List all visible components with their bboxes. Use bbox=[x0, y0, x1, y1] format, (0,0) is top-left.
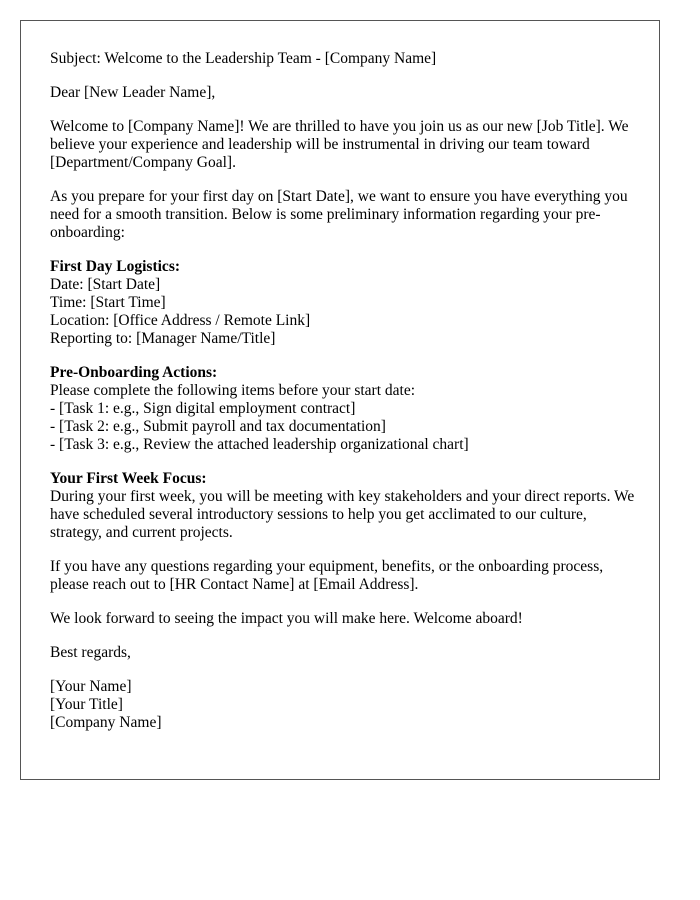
logistics-section bbox=[50, 258, 640, 348]
signature-block bbox=[50, 678, 640, 732]
action-task-3: - [Task 3: e.g., Review the attached leadership organizational chart] bbox=[50, 436, 469, 453]
subject-line: Subject: Welcome to the Leadership Team - [Company Name] bbox=[50, 50, 437, 67]
action-task-1: - [Task 1: e.g., Sign digital employment contract] bbox=[50, 400, 356, 417]
signature-name: [Your Name] bbox=[50, 678, 132, 695]
intro-paragraph: Welcome to [Company Name]! We are thrilled to have you join us as our new [Job Title]. We believe your experience and leadership will be instrumental in driving our team toward [Department/Company Goal]. bbox=[50, 118, 629, 171]
letter-body bbox=[50, 50, 640, 748]
actions-heading: Pre-Onboarding Actions: bbox=[50, 364, 218, 381]
signature-company: [Company Name] bbox=[50, 714, 162, 731]
logistics-reporting: Reporting to: [Manager Name/Title] bbox=[50, 330, 276, 347]
logistics-date: Date: [Start Date] bbox=[50, 276, 161, 293]
focus-heading: Your First Week Focus: bbox=[50, 470, 207, 487]
greeting: Dear [New Leader Name], bbox=[50, 84, 216, 101]
action-task-2: - [Task 2: e.g., Submit payroll and tax documentation] bbox=[50, 418, 386, 435]
questions-paragraph: If you have any questions regarding your equipment, benefits, or the onboarding process, please reach out to [HR Contact Name] at [Email Address]. bbox=[50, 558, 604, 593]
signoff: Best regards, bbox=[50, 644, 131, 661]
actions-instruction: Please complete the following items before your start date: bbox=[50, 382, 415, 399]
logistics-time: Time: [Start Time] bbox=[50, 294, 166, 311]
focus-section bbox=[50, 470, 640, 542]
actions-section bbox=[50, 364, 640, 454]
letter-frame bbox=[20, 20, 660, 780]
closing-line: We look forward to seeing the impact you will make here. Welcome aboard! bbox=[50, 610, 523, 627]
prepare-paragraph: As you prepare for your first day on [Start Date], we want to ensure you have everything you need for a smooth transition. Below is some preliminary information regarding your pre-onboarding: bbox=[50, 188, 628, 241]
logistics-heading: First Day Logistics: bbox=[50, 258, 181, 275]
signature-title: [Your Title] bbox=[50, 696, 123, 713]
focus-text: During your first week, you will be meeting with key stakeholders and your direct reports. We have scheduled several introductory sessions to help you get acclimated to our culture, strategy, and current projects. bbox=[50, 488, 635, 541]
logistics-location: Location: [Office Address / Remote Link] bbox=[50, 312, 311, 329]
